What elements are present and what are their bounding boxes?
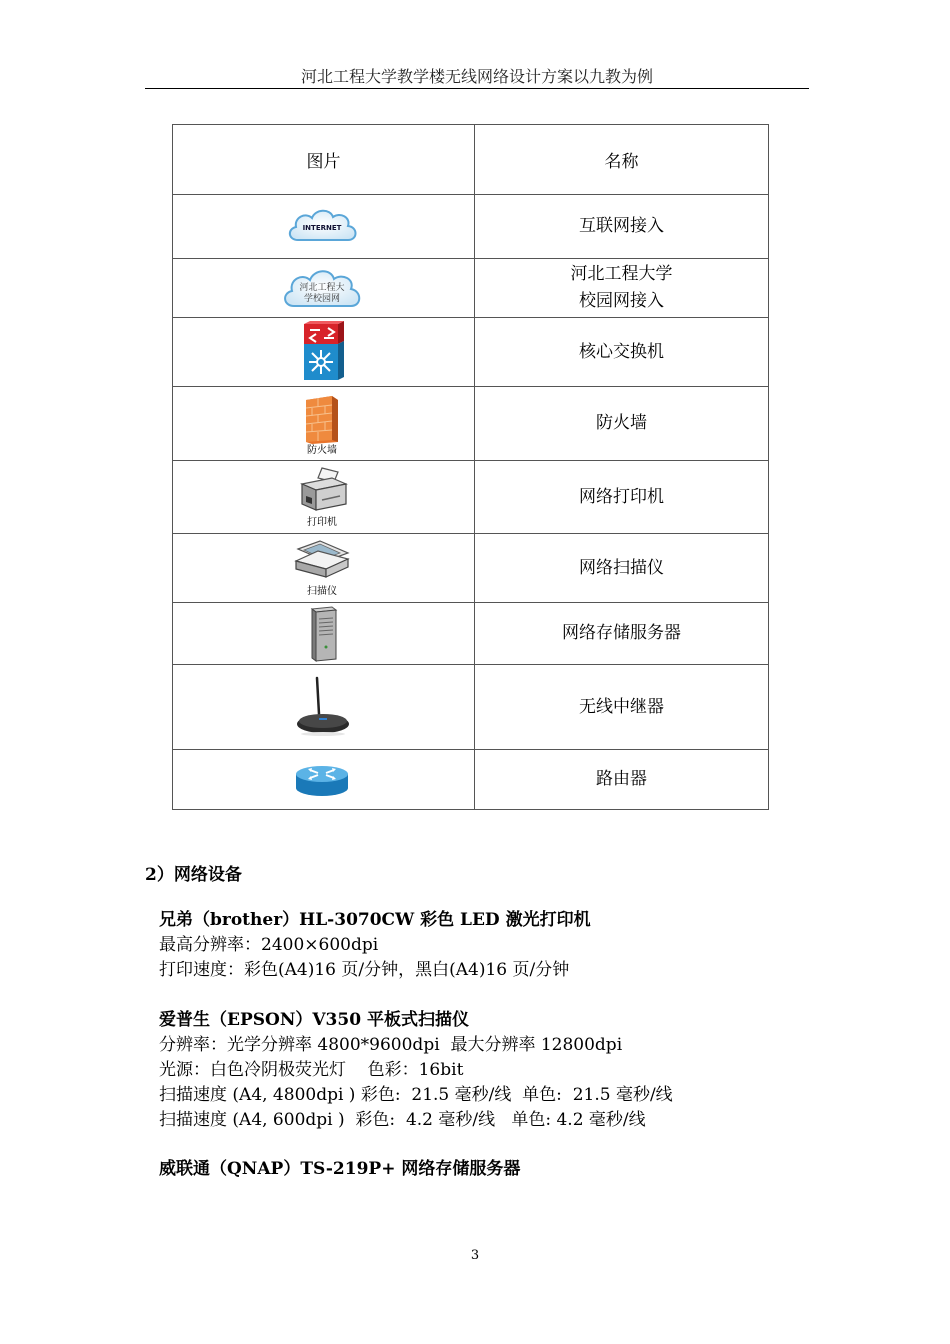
product-title: 威联通（QNAP）TS-219P+ 网络存储服务器 (159, 1159, 521, 1179)
internet-cloud-icon (284, 202, 360, 252)
scanner-icon (290, 539, 354, 585)
router-icon (292, 760, 352, 800)
table-row (173, 318, 769, 387)
product-spec: 扫描速度 (A4, 4800dpi ) 彩色: 21.5 毫秒/线 单色: 21.5 毫秒/线 (159, 1085, 673, 1105)
running-header: 河北工程大学教学楼无线网络设计方案以九教为例 (300, 67, 653, 86)
product-spec: 光源：白色冷阴极荧光灯 色彩：16bit (159, 1060, 464, 1080)
device-name: 防火墙 (596, 413, 647, 433)
device-name: 网络打印机 (579, 486, 664, 507)
device-table (172, 124, 769, 810)
image-cell (173, 665, 475, 750)
icon-caption: 防火墙 (307, 444, 337, 456)
table-row (173, 461, 769, 534)
name-cell (475, 387, 769, 461)
product-storage (159, 1157, 520, 1182)
device-name: 无线中继器 (579, 696, 664, 717)
image-cell (173, 603, 475, 665)
svg-text:学校园网: 学校园网 (303, 294, 341, 304)
table-row (173, 387, 769, 461)
image-cell (173, 195, 475, 259)
header-rule (145, 88, 809, 89)
product-spec: 最高分辨率：2400×600dpi (159, 935, 379, 955)
page-number: 3 (470, 1248, 480, 1263)
table-row (173, 195, 769, 259)
product-spec: 扫描速度 (A4, 600dpi ) 彩色: 4.2 毫秒/线 单色: 4.2 毫秒/线 (159, 1110, 646, 1130)
name-cell (475, 195, 769, 259)
product-printer (159, 908, 591, 983)
table-row (173, 665, 769, 750)
printer-icon (292, 466, 352, 516)
name-cell (475, 603, 769, 665)
firewall-icon (298, 392, 346, 444)
device-name-line-2: 校园网接入 (579, 291, 664, 311)
image-cell (173, 318, 475, 387)
name-cell (475, 318, 769, 387)
device-name: 路由器 (596, 769, 647, 789)
svg-text:河北工程大: 河北工程大 (299, 283, 345, 293)
campus-network-cloud-icon (280, 262, 364, 314)
storage-server-icon (302, 605, 342, 663)
core-switch-icon (292, 320, 352, 384)
product-title: 兄弟（brother）HL-3070CW 彩色 LED 激光打印机 (159, 910, 591, 930)
image-cell (173, 387, 475, 461)
device-name: 网络存储服务器 (562, 623, 681, 643)
product-spec: 打印速度：彩色(A4)16 页/分钟，黑白(A4)16 页/分钟 (159, 960, 570, 980)
device-name: 互联网接入 (579, 216, 664, 236)
name-cell (475, 534, 769, 603)
name-cell (475, 750, 769, 810)
table-row (173, 534, 769, 603)
icon-caption: 打印机 (307, 517, 337, 528)
column-header-image: 图片 (173, 125, 475, 195)
column-header-name: 名称 (475, 125, 769, 195)
product-title: 爱普生（EPSON）V350 平板式扫描仪 (159, 1010, 469, 1030)
product-scanner (159, 1008, 673, 1133)
device-name: 核心交换机 (579, 341, 664, 362)
table-row (173, 750, 769, 810)
wireless-repeater-icon (289, 674, 355, 740)
table-row (173, 259, 769, 318)
name-cell (475, 461, 769, 534)
image-cell (173, 461, 475, 534)
table-header-row (173, 125, 769, 195)
image-cell (173, 534, 475, 603)
table-row (173, 603, 769, 665)
device-name-line-1: 河北工程大学 (570, 264, 673, 284)
icon-caption: 扫描仪 (307, 586, 337, 597)
name-cell (475, 259, 769, 318)
image-cell (173, 750, 475, 810)
device-name: 网络扫描仪 (579, 557, 664, 578)
section-title: 2）网络设备 (145, 865, 242, 885)
image-cell (173, 259, 475, 318)
svg-text:INTERNET: INTERNET (302, 223, 342, 232)
name-cell (475, 665, 769, 750)
product-spec: 分辨率：光学分辨率 4800*9600dpi 最大分辨率 12800dpi (159, 1035, 623, 1055)
